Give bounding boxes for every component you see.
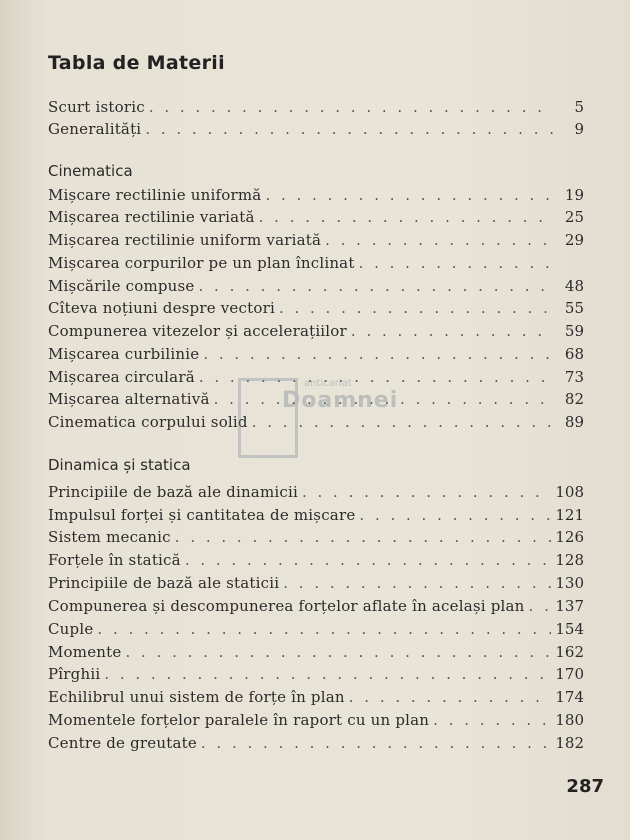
toc-entry-label: Mișcarea alternativă xyxy=(48,390,210,408)
toc-leader-dots xyxy=(259,208,554,226)
toc-leader-dots xyxy=(279,299,554,317)
toc-entry xyxy=(48,345,584,367)
toc-leader-dots xyxy=(359,506,551,524)
toc-entry xyxy=(48,368,584,390)
toc-entry-page: 29 xyxy=(564,231,584,249)
toc-leader-dots xyxy=(433,711,551,729)
toc-entry-page: 170 xyxy=(555,665,584,683)
toc-entry xyxy=(48,483,584,505)
toc-entry-label: Impulsul forței și cantitatea de mișcare xyxy=(48,506,356,524)
toc-leader-dots xyxy=(325,231,554,249)
toc-leader-dots xyxy=(252,413,554,431)
toc-entry xyxy=(48,665,584,687)
toc-entry xyxy=(48,734,584,756)
toc-leader-dots xyxy=(125,643,551,661)
toc-entry-page: 174 xyxy=(555,688,584,706)
toc-entry-page: 25 xyxy=(564,208,584,226)
toc-entry-label: Pîrghii xyxy=(48,665,101,683)
toc-entry-label: Forțele în statică xyxy=(48,551,181,569)
toc-leader-dots xyxy=(529,597,552,615)
toc-entry-page: 55 xyxy=(564,299,584,317)
toc-entry xyxy=(48,120,584,142)
toc-entry xyxy=(48,186,584,208)
toc-entry-label: Scurt istoric xyxy=(48,98,145,116)
toc-entry-label: Centre de greutate xyxy=(48,734,197,752)
toc-entry-page: 121 xyxy=(555,506,584,524)
toc-entry xyxy=(48,597,584,619)
toc-entry-label: Sistem mecanic xyxy=(48,528,171,546)
toc-leader-dots xyxy=(359,254,554,272)
toc-entry-label: Echilibrul unui sistem de forțe în plan xyxy=(48,688,345,706)
page-number: 287 xyxy=(566,776,604,797)
toc-entry-page: 9 xyxy=(574,120,584,138)
toc-entry-page: 68 xyxy=(564,345,584,363)
section-heading: Dinamica și statica xyxy=(48,456,191,474)
toc-entry-label: Cuple xyxy=(48,620,94,638)
toc-entry xyxy=(48,506,584,528)
toc-entry-label: Momentele forțelor paralele în raport cu un plan xyxy=(48,711,430,729)
toc-leader-dots xyxy=(201,734,551,752)
toc-entry-label: Cîteva noțiuni despre vectori xyxy=(48,299,275,317)
toc-leader-dots xyxy=(97,620,551,638)
toc-entry-label: Compunerea vitezelor și accelerațiilor xyxy=(48,322,347,340)
toc-entry-page: 128 xyxy=(555,551,584,569)
toc-leader-dots xyxy=(203,345,554,363)
toc-entry-page: 154 xyxy=(555,620,584,638)
toc-leader-dots xyxy=(214,390,554,408)
toc-entry-page: 19 xyxy=(564,186,584,204)
toc-entry xyxy=(48,299,584,321)
toc-entry xyxy=(48,254,584,276)
toc-entry-label: Mișcarea curbilinie xyxy=(48,345,200,363)
toc-entry-page: 162 xyxy=(555,643,584,661)
toc-entry-label: Cinematica corpului solid xyxy=(48,413,248,431)
toc-leader-dots xyxy=(199,368,554,386)
toc-entry-label: Compunerea și descompunerea forțelor aflate în același plan xyxy=(48,597,525,615)
toc-entry xyxy=(48,208,584,230)
toc-entry xyxy=(48,528,584,550)
toc-entry-page: 182 xyxy=(555,734,584,752)
toc-entry xyxy=(48,574,584,596)
toc-entry-page: 48 xyxy=(564,277,584,295)
toc-leader-dots xyxy=(104,665,551,683)
toc-entry-label: Mișcarea circulară xyxy=(48,368,195,386)
toc-entry-label: Principiile de bază ale dinamicii xyxy=(48,483,298,501)
toc-entry xyxy=(48,551,584,573)
toc-entry xyxy=(48,688,584,710)
toc-entry-page: 73 xyxy=(564,368,584,386)
toc-entry-label: Momente xyxy=(48,643,122,661)
toc-entry-label: Mișcarea corpurilor pe un plan înclinat xyxy=(48,254,355,272)
toc-entry xyxy=(48,643,584,665)
watermark-big-text: Doamnei xyxy=(282,388,399,413)
toc-entry-label: Mișcare rectilinie uniformă xyxy=(48,186,262,204)
toc-entry-page: 89 xyxy=(564,413,584,431)
toc-entry-page: 130 xyxy=(555,574,584,592)
toc-entry xyxy=(48,231,584,253)
toc-entry-page: 180 xyxy=(555,711,584,729)
toc-leader-dots xyxy=(175,528,552,546)
toc-entry-label: Mișcarea rectilinie variată xyxy=(48,208,255,226)
toc-entry xyxy=(48,277,584,299)
toc-entry-page: 137 xyxy=(555,597,584,615)
toc-entry-page: 108 xyxy=(555,483,584,501)
toc-leader-dots xyxy=(265,186,554,204)
page-title: Tabla de Materii xyxy=(48,52,225,74)
toc-entry-label: Mișcarea rectilinie uniform variată xyxy=(48,231,322,249)
toc-entry xyxy=(48,620,584,642)
toc-entry-label: Generalități xyxy=(48,120,142,138)
toc-entry xyxy=(48,322,584,344)
toc-entry xyxy=(48,98,584,120)
toc-leader-dots xyxy=(149,98,554,116)
toc-leader-dots xyxy=(199,277,554,295)
toc-leader-dots xyxy=(145,120,554,138)
toc-entry-page: 59 xyxy=(564,322,584,340)
toc-leader-dots xyxy=(351,322,554,340)
toc-leader-dots xyxy=(302,483,551,501)
toc-leader-dots xyxy=(185,551,552,569)
watermark-small-text: anticariat xyxy=(304,378,352,389)
toc-entry-label: Principiile de bază ale staticii xyxy=(48,574,280,592)
toc-entry-page: 126 xyxy=(555,528,584,546)
toc-entry xyxy=(48,390,584,412)
toc-entry-page: 5 xyxy=(574,98,584,116)
toc-entry xyxy=(48,711,584,733)
section-heading: Cinematica xyxy=(48,162,133,180)
toc-leader-dots xyxy=(283,574,551,592)
toc-leader-dots xyxy=(349,688,552,706)
toc-entry-label: Mișcările compuse xyxy=(48,277,195,295)
toc-entry-page: 82 xyxy=(564,390,584,408)
toc-entry xyxy=(48,413,584,435)
